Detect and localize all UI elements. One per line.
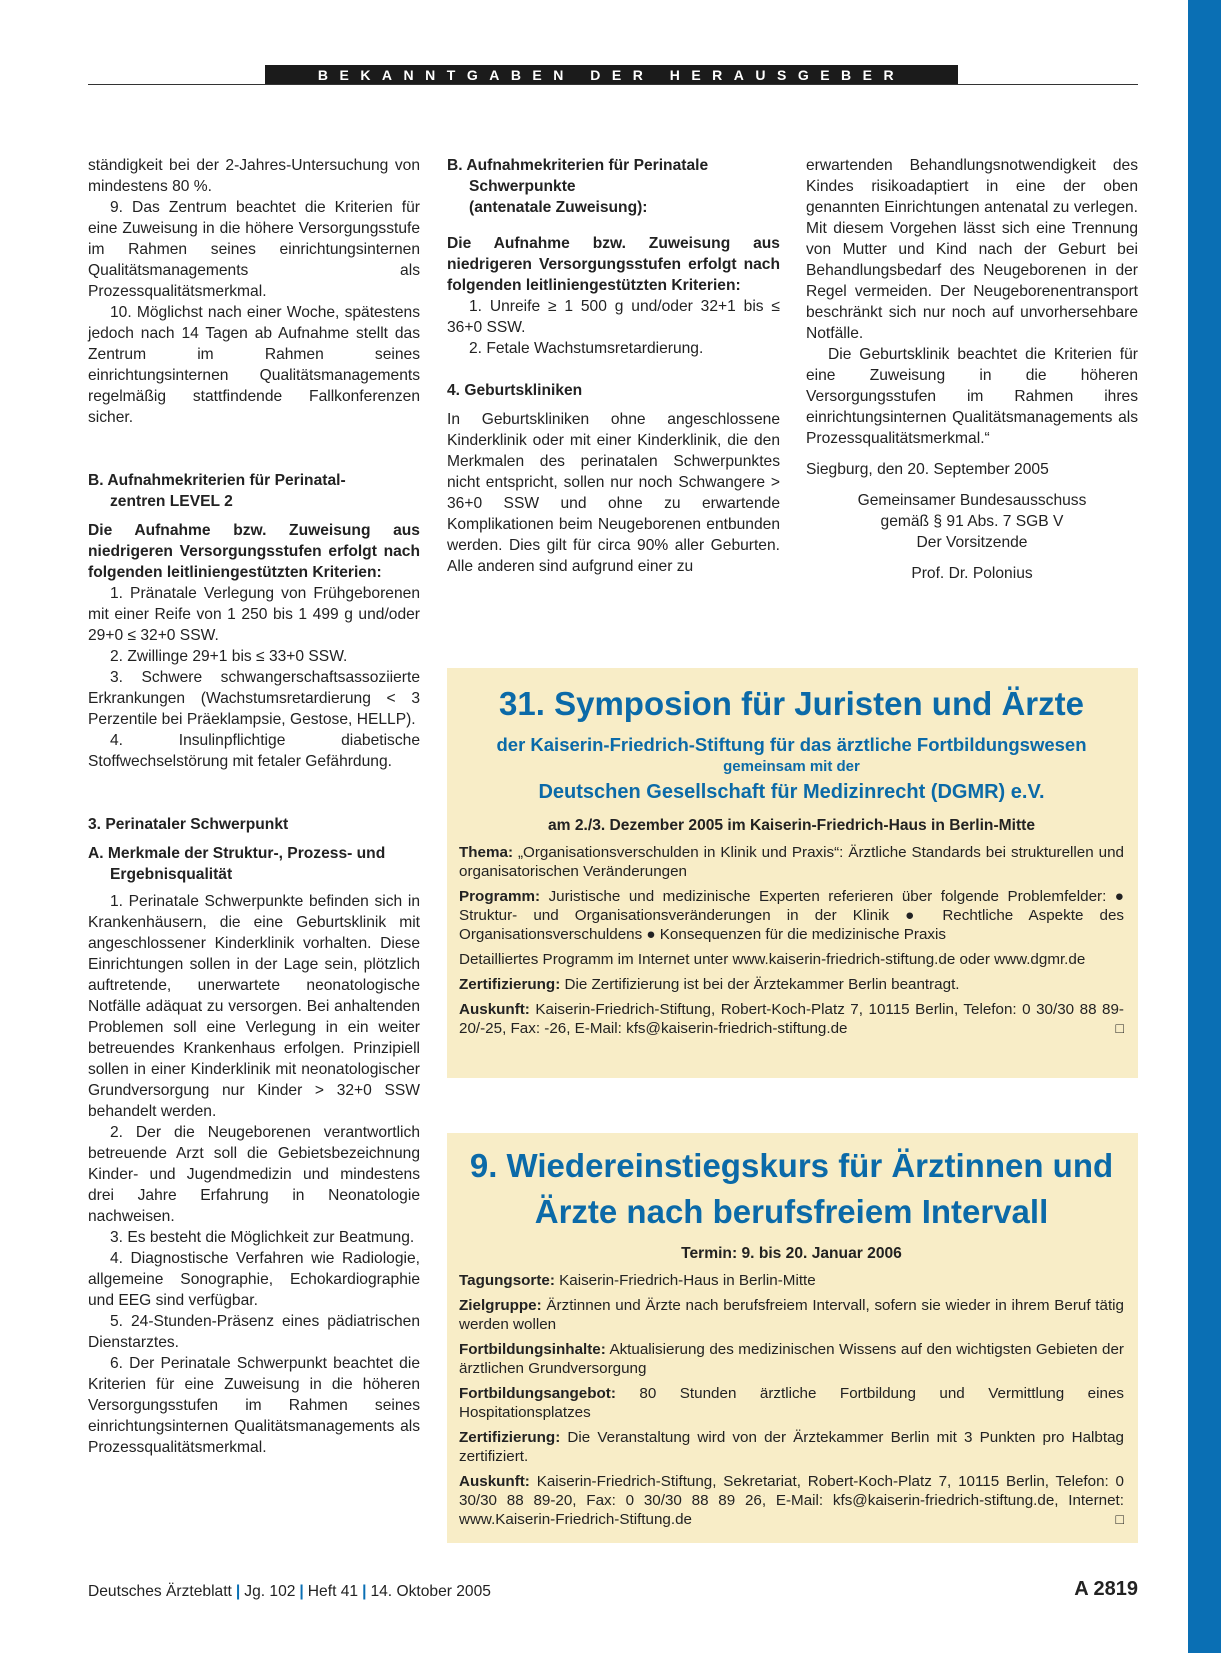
event-date: am 2./3. Dezember 2005 im Kaiserin-Friedrich-Haus in Berlin-Mitte xyxy=(547,817,1036,834)
label: Tagungsorte: xyxy=(459,1272,555,1289)
paragraph: 2. Der die Neugeborenen verantwortlich betreuende Arzt soll die Gebietsbezeichnung Kinder- und Jugendmedizin und mindestens drei Jahre Erfahrung in Neonatologie nachweisen. xyxy=(88,1124,420,1225)
section-heading: 3. Perinataler Schwerpunkt xyxy=(88,816,289,833)
section-heading-cont: Schwerpunkte xyxy=(469,178,576,195)
paragraph: 2. Fetale Wachstumsretardierung. xyxy=(469,340,704,357)
announcement-symposion xyxy=(447,668,1138,1078)
announcement-wiedereinstieg xyxy=(447,1133,1138,1543)
zertifizierung xyxy=(459,975,1124,994)
column-2 xyxy=(447,155,780,577)
paragraph: 1. Unreife ≥ 1 500 g und/oder 32+1 bis ≤ 36+0 SSW. xyxy=(447,298,780,336)
label: Thema: xyxy=(459,844,514,861)
auskunft xyxy=(459,1472,1124,1529)
side-color-bar xyxy=(1188,0,1221,1653)
section-heading: B. Aufnahmekriterien für Perinatal- xyxy=(88,472,346,489)
label: Zertifizierung: xyxy=(459,1429,561,1446)
column-1 xyxy=(88,155,420,1458)
paragraph: 3. Es besteht die Möglichkeit zur Beatmung. xyxy=(110,1229,415,1246)
paragraph: ständigkeit bei der 2-Jahres-Untersuchung von mindestens 80 %. xyxy=(88,157,420,195)
subheading: Die Aufnahme bzw. Zuweisung aus niedrigeren Versorgungsstufen erfolgt nach folgenden leitliniengestützten Kriterien: xyxy=(447,235,780,294)
label: Zertifizierung: xyxy=(459,976,561,993)
box-subtitle: Deutschen Gesellschaft für Medizinrecht (DGMR) e.V. xyxy=(538,781,1045,803)
section-heading-cont: (antenatale Zuweisung): xyxy=(469,199,648,216)
auskunft xyxy=(459,1000,1124,1038)
paragraph: erwartenden Behandlungsnotwendigkeit des Kindes risikoadaptiert in eine der oben genannten Einrichtungen antenatal zu verlegen. Mit diesem Vorgehen lässt sich eine Trennung von Mutter und Kind nach der Geburt bei Behandlungsbedarf des Neugeborenen in der Regel vermeiden. Der Neugeborenentransport beschränkt sich nur noch auf unvorhersehbare Notfälle. xyxy=(806,157,1138,342)
box-title: 31. Symposion für Juristen und Ärzte xyxy=(499,685,1084,722)
label: Programm: xyxy=(459,888,541,905)
signature-line: Gemeinsamer Bundesausschuss xyxy=(857,492,1087,509)
column-3 xyxy=(806,155,1138,584)
value: 80 Stunden ärztliche Fortbildung und Vermittlung eines Hospitationsplatzes xyxy=(459,1385,1124,1421)
subheading: Die Aufnahme bzw. Zuweisung aus niedrigeren Versorgungsstufen erfolgt nach folgenden leitliniengestützten Kriterien: xyxy=(88,522,420,581)
label: Auskunft: xyxy=(459,1473,530,1490)
place-date: Siegburg, den 20. September 2005 xyxy=(806,461,1049,478)
volume: Jg. 102 xyxy=(244,1583,296,1600)
paragraph: Die Geburtsklinik beachtet die Kriterien für eine Zuweisung in die höheren Versorgungsstufen im Rahmen ihres einrichtungsinternen Qualitätsmanagements als Prozessqualitätsmerkmal.“ xyxy=(806,346,1138,447)
box-title: 9. Wiedereinstiegskurs für Ärztinnen und Ärzte nach berufsfreiem Intervall xyxy=(469,1147,1114,1230)
paragraph: 4. Insulinpflichtige diabetische Stoffwechselstörung mit fetaler Gefährdung. xyxy=(88,732,420,770)
header-rule xyxy=(88,84,1138,85)
detail-program: Detailliertes Programm im Internet unter www.kaiserin-friedrich-stiftung.de oder www.dgmr.de xyxy=(459,951,1086,968)
value: Juristische und medizinische Experten referieren über folgende Problemfelder: ● Struktur- und Organisationsveränderungen in der Klinik ● Rechtliche Aspekte des Organisationsverschuldens ● Konsequenzen für die medizinische Praxis xyxy=(459,888,1124,943)
paragraph: 10. Möglichst nach einer Woche, spätestens jedoch nach 14 Tagen ab Aufnahme stellt das Zentrum im Rahmen seines einrichtungsinternen Qualitätsmanagements regelmäßig stattfindende Fallkonferenzen sicher. xyxy=(88,304,420,426)
fortbildungsinhalte xyxy=(459,1340,1124,1378)
section-heading: B. Aufnahmekriterien für Perinatale xyxy=(447,157,709,174)
paragraph: 9. Das Zentrum beachtet die Kriterien für eine Zuweisung in die höhere Versorgungsstufe im Rahmen seines einrichtungsinternen Qualitätsmanagements als Prozessqualitätsmerkmal. xyxy=(88,199,420,300)
fortbildungsangebot xyxy=(459,1384,1124,1422)
value: Die Zertifizierung ist bei der Ärztekammer Berlin beantragt. xyxy=(564,976,960,993)
section-heading: A. Merkmale der Struktur-, Prozess- und xyxy=(88,845,386,862)
signature-line: Der Vorsitzende xyxy=(916,534,1028,551)
label: Fortbildungsinhalte: xyxy=(459,1341,606,1358)
label: Zielgruppe: xyxy=(459,1297,542,1314)
tagungsorte xyxy=(459,1271,1124,1290)
page-footer: Deutsches Ärzteblatt | Jg. 102 | Heft 41 | 14. Oktober 2005 A 2819 xyxy=(88,1578,1138,1600)
paragraph: In Geburtskliniken ohne angeschlossene Kinderklinik oder mit einer Kinderklinik, die den Merkmalen des perinatalen Schwerpunktes nicht entspricht, sollen nur noch Schwangere > 36+0 SSW und ohne zu erwartende Komplikationen beim Neugeborenen entbunden werden. Dies gilt für circa 90% aller Geburten. Alle anderen sind aufgrund einer zu xyxy=(447,411,780,575)
zertifizierung xyxy=(459,1428,1124,1466)
zielgruppe xyxy=(459,1296,1124,1334)
end-square-icon: □ xyxy=(1115,1020,1124,1036)
end-square-icon: □ xyxy=(1115,1511,1124,1527)
paragraph: 1. Perinatale Schwerpunkte befinden sich in Krankenhäusern, die eine Geburtsklinik mit angeschlossener Kinderklinik vorhalten. Diese Einrichtungen sollen in der Lage sein, plötzlich auftretende, unerwartete neonatologische Notfälle adäquat zu versorgen. Bei anhaltenden Problemen soll eine Verlegung in ein weiter betreuendes Krankenhaus erfolgen. Prinzipiell sollen in einer Kinderklinik mit neonatologischer Grundversorgung nur Kinder > 32+0 SSW behandelt werden. xyxy=(88,893,420,1120)
section-heading-cont: zentren LEVEL 2 xyxy=(110,493,233,510)
paragraph: 2. Zwillinge 29+1 bis ≤ 33+0 SSW. xyxy=(110,648,348,665)
issue-date: 14. Oktober 2005 xyxy=(370,1583,491,1600)
value: Kaiserin-Friedrich-Haus in Berlin-Mitte xyxy=(559,1272,816,1289)
paragraph: 6. Der Perinatale Schwerpunkt beachtet die Kriterien für eine Zuweisung in die höheren Versorgungsstufen im Rahmen seines einrichtungsinternen Qualitätsmanagements als Prozessqualitätsmerkmal. xyxy=(88,1355,420,1456)
paragraph: 4. Diagnostische Verfahren wie Radiologie, allgemeine Sonographie, Echokardiographie und EEG sind verfügbar. xyxy=(88,1250,420,1309)
programm xyxy=(459,887,1124,944)
value: Aktualisierung des medizinischen Wissens auf den wichtigsten Gebieten der ärztlichen Grundversorgung xyxy=(459,1341,1124,1377)
thema xyxy=(459,843,1124,881)
label: Fortbildungsangebot: xyxy=(459,1385,616,1402)
journal-name: Deutsches Ärzteblatt xyxy=(88,1583,232,1600)
issue: Heft 41 xyxy=(307,1583,359,1600)
section-header: BEKANNTGABEN DER HERAUSGEBER xyxy=(265,65,958,85)
paragraph: 3. Schwere schwangerschaftsassoziierte Erkrankungen (Wachstumsretardierung < 3 Perzentile bei Präeklampsie, Gestose, HELLP). xyxy=(88,669,420,728)
event-date: Termin: 9. bis 20. Januar 2006 xyxy=(681,1245,902,1262)
box-subtitle: der Kaiserin-Friedrich-Stiftung für das ärztliche Fortbildungswesen xyxy=(496,734,1087,755)
value: „Organisationsverschulden in Klinik und Praxis“: Ärztliche Standards bei strukturellen und organisatorischen Veränderungen xyxy=(459,844,1124,880)
signature-name: Prof. Dr. Polonius xyxy=(911,565,1033,582)
label: Auskunft: xyxy=(459,1001,530,1018)
section-heading-cont: Ergebnisqualität xyxy=(110,866,233,883)
box-subtitle: gemeinsam mit der xyxy=(723,758,860,775)
paragraph: 1. Pränatale Verlegung von Frühgeborenen mit einer Reife von 1 250 bis 1 499 g und/oder 29+0 ≤ 32+0 SSW. xyxy=(88,585,420,644)
value: Kaiserin-Friedrich-Stiftung, Robert-Koch-Platz 7, 10115 Berlin, Telefon: 0 30/30 88 89-20/-25, Fax: -26, E-Mail: kfs@kaiserin-friedrich-stiftung.de xyxy=(459,1001,1124,1037)
value: Kaiserin-Friedrich-Stiftung, Sekretariat, Robert-Koch-Platz 7, 10115 Berlin, Telefon: 0 30/30 88 89-20, Fax: 0 30/30 88 89 26, E-Mail: kfs@kaiserin-friedrich-stiftung.de, Internet: www.Kaiserin-Friedrich-Stiftung.de xyxy=(459,1473,1124,1528)
value: Die Veranstaltung wird von der Ärztekammer Berlin mit 3 Punkten pro Halbtag zertifiziert. xyxy=(459,1429,1124,1465)
paragraph: 5. 24-Stunden-Präsenz eines pädiatrischen Dienstarztes. xyxy=(88,1313,420,1351)
signature-line: gemäß § 91 Abs. 7 SGB V xyxy=(880,513,1064,530)
value: Ärztinnen und Ärzte nach berufsfreiem Intervall, sofern sie wieder in ihrem Beruf tätig werden wollen xyxy=(459,1297,1124,1333)
section-heading: 4. Geburtskliniken xyxy=(447,382,583,399)
page-number: A 2819 xyxy=(1074,1578,1138,1600)
